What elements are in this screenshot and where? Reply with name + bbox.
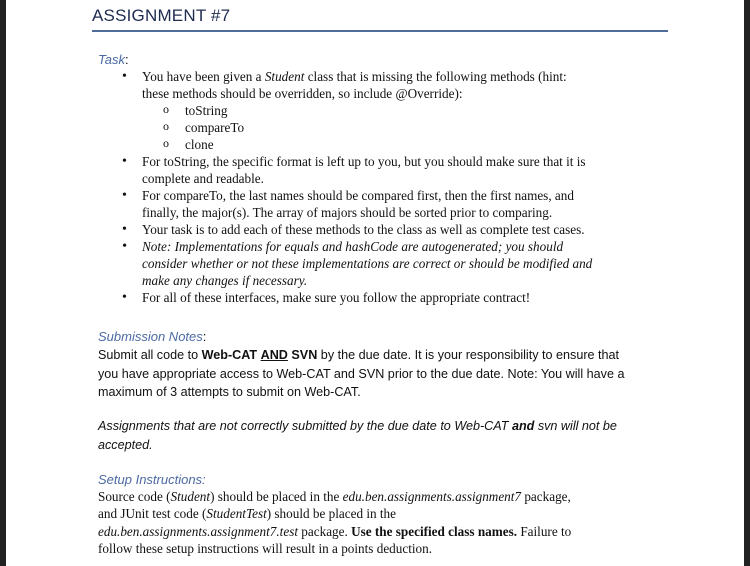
bullet-line: these methods should be overridden, so include @Override): — [142, 86, 463, 101]
text: Source code ( — [98, 489, 171, 504]
text: svn will not be — [534, 419, 617, 433]
paragraph-line: follow these setup instructions will result in a points deduction. — [98, 541, 433, 557]
text: by the due date. It is your responsibility to ensure that — [317, 348, 620, 362]
task-list — [98, 68, 678, 306]
text-italic: edu.ben.assignments.assignment7.test — [98, 523, 298, 539]
text: class that is missing the following methods (hint: — [304, 69, 567, 84]
text: package. — [298, 523, 352, 539]
setup-paragraph — [98, 488, 673, 558]
submission-paragraph — [98, 346, 668, 402]
paragraph-line: maximum of 3 attempts to submit on Web-CAT. — [98, 385, 361, 399]
task-heading — [98, 52, 129, 67]
submission-heading — [98, 329, 206, 344]
list-item — [98, 68, 678, 102]
method-item: o compareTo — [98, 119, 678, 136]
page-title: ASSIGNMENT #7 — [92, 6, 231, 25]
text-bold-underline: AND — [260, 348, 288, 362]
paragraph-line: you have appropriate access to Web-CAT and SVN prior to the due date. Note: You will have a — [98, 366, 625, 381]
text: Submit all code to — [98, 348, 202, 362]
text: ) should be placed in the — [266, 506, 397, 522]
text: Assignments that are not correctly submitted by the due date to Web-CAT — [98, 419, 512, 433]
paragraph-line: accepted. — [98, 437, 153, 452]
text: ) should be placed in the — [210, 489, 343, 504]
text-bold: and — [511, 419, 535, 433]
list-item — [98, 289, 678, 306]
text: package, — [521, 489, 571, 504]
text-bold: Web-CAT — [201, 348, 258, 362]
list-item — [98, 221, 678, 238]
paragraph-line — [98, 488, 673, 505]
text-italic: StudentTest — [206, 506, 267, 522]
text-bold: Use the specified class names. — [351, 523, 518, 539]
bullet-line: • For all of these interfaces, make sure you follow the appropriate contract! — [142, 290, 531, 305]
text-italic: edu.ben.assignments.assignment7 — [342, 489, 522, 504]
bullet-line: consider whether or not these implementations are correct or should be modified and — [142, 256, 593, 271]
bullet-line: complete and readable. — [142, 171, 264, 186]
method-item: o toString — [98, 102, 678, 119]
text-italic: Student — [264, 69, 305, 84]
bullet-line: • For compareTo, the last names should be compared first, then the first names, and — [142, 188, 574, 203]
paragraph-line — [98, 417, 668, 436]
bullet-line: finally, the major(s). The array of majors should be sorted prior to comparing. — [142, 205, 553, 220]
text: Failure to — [517, 523, 572, 539]
list-item — [98, 187, 678, 221]
bullet-line: • Your task is to add each of these methods to the class as well as complete test cases. — [142, 222, 585, 237]
bullet-line: • For toString, the specific format is left up to you, but you should make sure that it is — [142, 154, 586, 169]
bullet-line: make any changes if necessary. — [142, 273, 308, 288]
method-list — [98, 102, 678, 153]
list-item — [98, 238, 678, 289]
text: and JUnit test code ( — [98, 506, 207, 522]
submission-colon: : — [202, 329, 207, 344]
bullet-line: • Note: Implementations for equals and hashCode are autogenerated; you should — [142, 239, 564, 254]
text-italic: Student — [170, 489, 211, 504]
text: You have been given a — [142, 69, 265, 84]
list-item — [98, 153, 678, 187]
paragraph-line — [98, 346, 668, 365]
bullet-line — [142, 68, 678, 85]
setup-heading: Setup Instructions: — [98, 472, 206, 487]
paragraph-line — [98, 523, 673, 540]
submission-warning — [98, 417, 668, 454]
task-label: Task — [98, 52, 125, 67]
text-bold: SVN — [287, 348, 318, 362]
submission-label: Submission Notes — [98, 329, 203, 344]
method-item: o clone — [98, 136, 678, 153]
paragraph-line — [98, 505, 673, 522]
task-colon: : — [124, 52, 129, 67]
title-rule — [92, 30, 668, 32]
